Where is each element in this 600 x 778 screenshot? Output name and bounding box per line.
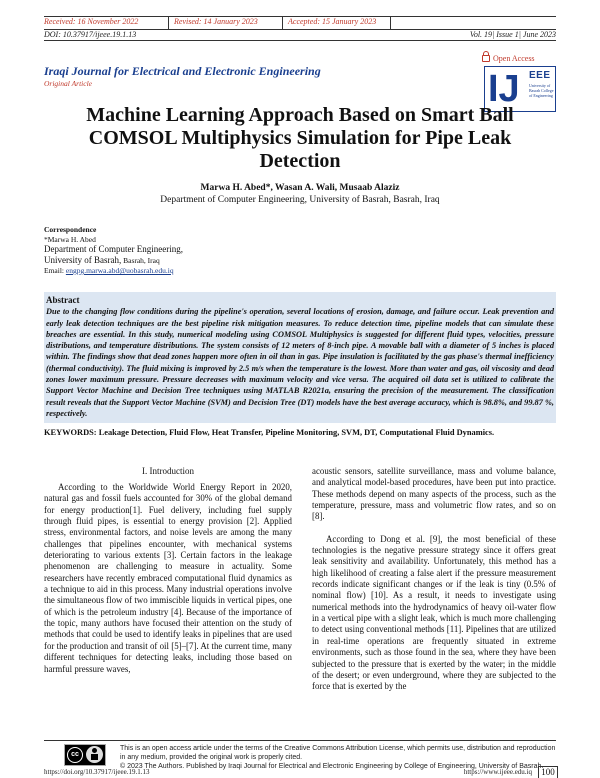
corr-dept: Department of Computer Engineering, bbox=[44, 244, 183, 254]
keywords-list: Leakage Detection, Fluid Flow, Heat Transfer, Pipeline Monitoring, SVM, DT, Computational Fluid Dynamics. bbox=[98, 428, 495, 437]
intro-paragraph: According to the Worldwide World Energy Report in 2020, natural gas and fossil fuels accounted for 30% of the global demand for energy production[1]. Fuel delivery, including fuel supply through fluid pipes, is essential to energy provision [2]. Applied stress, environmental factors, and noise levels are among the many challenges that pipelines encounter, with mechanical systems deteriorating to various extents [3]. Certain factors in the leakage phenomenon are challenging to measure in actuality. Some researchers have recently embraced computational fluid dynamics as a technique to aid in this process. Many industrial operations involve the simultaneous flow of two immiscible liquids in vertical pipes, one of which is the petroleum industry [4]. Because of the importance of the topic, many authors have focused their attention on the study of methods that could be used to identify leaks in pipelines that are used for the production and transit of oil [5]–[7]. At the current time, many different techniques for detecting leaks, including those based on harmful pressure waves, bbox=[44, 482, 292, 674]
license-line-1: This is an open access article under the terms of the Creative Commons Attribution License, which permits use, distribution and reproduction in any medium, provided the original work is properly cited. bbox=[120, 745, 556, 761]
correspondence-label: Correspondence bbox=[44, 225, 97, 234]
volume-issue: Vol. 19| Issue 1| June 2023 bbox=[469, 30, 556, 39]
logo-university: University of Basrah College of Engineering bbox=[529, 83, 554, 98]
correspondence-block bbox=[44, 225, 183, 276]
page-number: 100 bbox=[538, 766, 558, 778]
open-access-label: Open Access bbox=[493, 54, 535, 63]
abstract-heading: Abstract bbox=[46, 295, 80, 305]
attribution-icon bbox=[86, 746, 103, 763]
corr-city: Basrah, Iraq bbox=[123, 256, 160, 265]
revised-date: Revised: 14 January 2023 bbox=[174, 17, 258, 26]
cc-by-nc-badge[interactable] bbox=[64, 744, 106, 766]
logo-eee: EEE bbox=[529, 70, 551, 81]
divider bbox=[168, 17, 169, 29]
journal-name: Iraqi Journal for Electrical and Electronic Engineering bbox=[44, 64, 321, 78]
cc-icon: cc bbox=[67, 747, 83, 763]
dates-bar bbox=[44, 17, 556, 29]
footer-doi-link[interactable]: https://doi.org/10.37917/ijeee.19.1.13 bbox=[44, 768, 150, 776]
bottom-rule bbox=[44, 40, 556, 41]
received-date: Received: 16 November 2022 bbox=[44, 17, 139, 26]
paper-title: Machine Learning Approach Based on Smart Ball COMSOL Multiphysics Simulation for Pipe Leak Detection bbox=[86, 104, 514, 172]
keywords bbox=[44, 428, 552, 439]
authors: Marwa H. Abed*, Wasan A. Wali, Musaab Alaziz bbox=[200, 183, 400, 193]
doi-line bbox=[44, 30, 556, 39]
section-heading: I. Introduction bbox=[142, 466, 194, 476]
license-rule bbox=[44, 740, 556, 741]
license-line-2: © 2023 The Authors. Published by Iraqi Journal for Electrical and Electronic Engineering by College of Engineering, University of Basrah. bbox=[120, 763, 544, 770]
abstract-box bbox=[44, 292, 556, 423]
affiliation: Department of Computer Engineering, University of Basrah, Basrah, Iraq bbox=[160, 195, 440, 205]
logo-ij: IJ bbox=[488, 68, 520, 110]
left-column bbox=[44, 482, 292, 675]
email-label: Email: bbox=[44, 266, 64, 275]
license-text bbox=[120, 744, 556, 771]
right-column bbox=[312, 466, 556, 693]
footer-site-link[interactable]: https://www.ijeee.edu.iq bbox=[463, 768, 532, 776]
accepted-date: Accepted: 15 January 2023 bbox=[288, 17, 377, 26]
page-footer bbox=[44, 768, 556, 776]
abstract-text: Due to the changing flow conditions during the pipeline's operation, several locations of erosion, damage, and failure occur. Leak prevention and early leak detection techniques are the best pipeline risk mitigation measures. To reduce detection time, pipeline models that can simulate these breaches are essential. In this study, numerical modeling using COMSOL Multiphysics is suggested for different fluid types, velocities, pressure distributions, and temperature distributions. The system consists of 12 meters of 8-inch pipe. A movable ball with a diameter of 5 inches is placed within. The findings show that dead zones happen more often in oil than in gas. Pipe insulation is facilitated by the gas phase's thermal inefficiency (thermal conductivity). The fluid mixing is improved by 2.5 m/s when the temperature is the lowest. More than water and gas, oil viscosity and dead zones lower maximum pressure. Pressure decreases with maximum velocity and vice versa. The acquired oil data set is utilized to calibrate the Support Vector Machine and Decision Tree techniques using MATLAB R2021a, ensuring the precision of the measurement. The classification result reveals that the Support Vector Machine (SVM) and Decision Tree (DT) models have the best average accuracy, which is 98.8%, and 99.87 %, respectively. bbox=[46, 307, 554, 418]
corr-univ: University of Basrah, bbox=[44, 255, 122, 265]
intro-paragraph-cont: acoustic sensors, satellite surveillance, mass and volume balance, and analytical model-based procedures, have been put into practice. These methods depend on many aspects of the process, such as the temperature, pressure, mass and volumetric flow rates, and so on [8]. bbox=[312, 466, 556, 522]
article-type: Original Article bbox=[44, 79, 92, 88]
divider bbox=[390, 17, 391, 29]
open-access[interactable] bbox=[482, 54, 535, 63]
corresponding-author: *Marwa H. Abed bbox=[44, 234, 96, 244]
divider bbox=[282, 17, 283, 29]
email-link[interactable]: engpg.marwa.abd@uobasrah.edu.iq bbox=[65, 266, 174, 275]
open-lock-icon bbox=[482, 55, 490, 62]
doi: DOI: 10.37917/ijeee.19.1.13 bbox=[44, 30, 137, 39]
intro-paragraph-2: According to Dong et al. [9], the most beneficial of these technologies is the negative pressure strategy since it offers great leak sensitivity and availability. Unfortunately, this method has a high likelihood of creating a false alert if the pressure measurement records indicate significant changes or if the leak is tiny (0.5% of nominal flow) [10]. As a result, it needs to investigate using numerical methods into the hydrodynamics of heavy oil-water flow in a vertical pipe with a slight leak, which is much more challenging to detect using conventional methods [11]. Pipelines that are utilized in real-time operations are frequently situated in extreme environments, such as those found in the sea, where they have been subjected to the pressure that is exerted by the water; in the middle of the desert; or even underground, where they are subjected to the force that is exerted by the bbox=[312, 533, 556, 692]
keywords-label: KEYWORDS: bbox=[44, 428, 97, 437]
